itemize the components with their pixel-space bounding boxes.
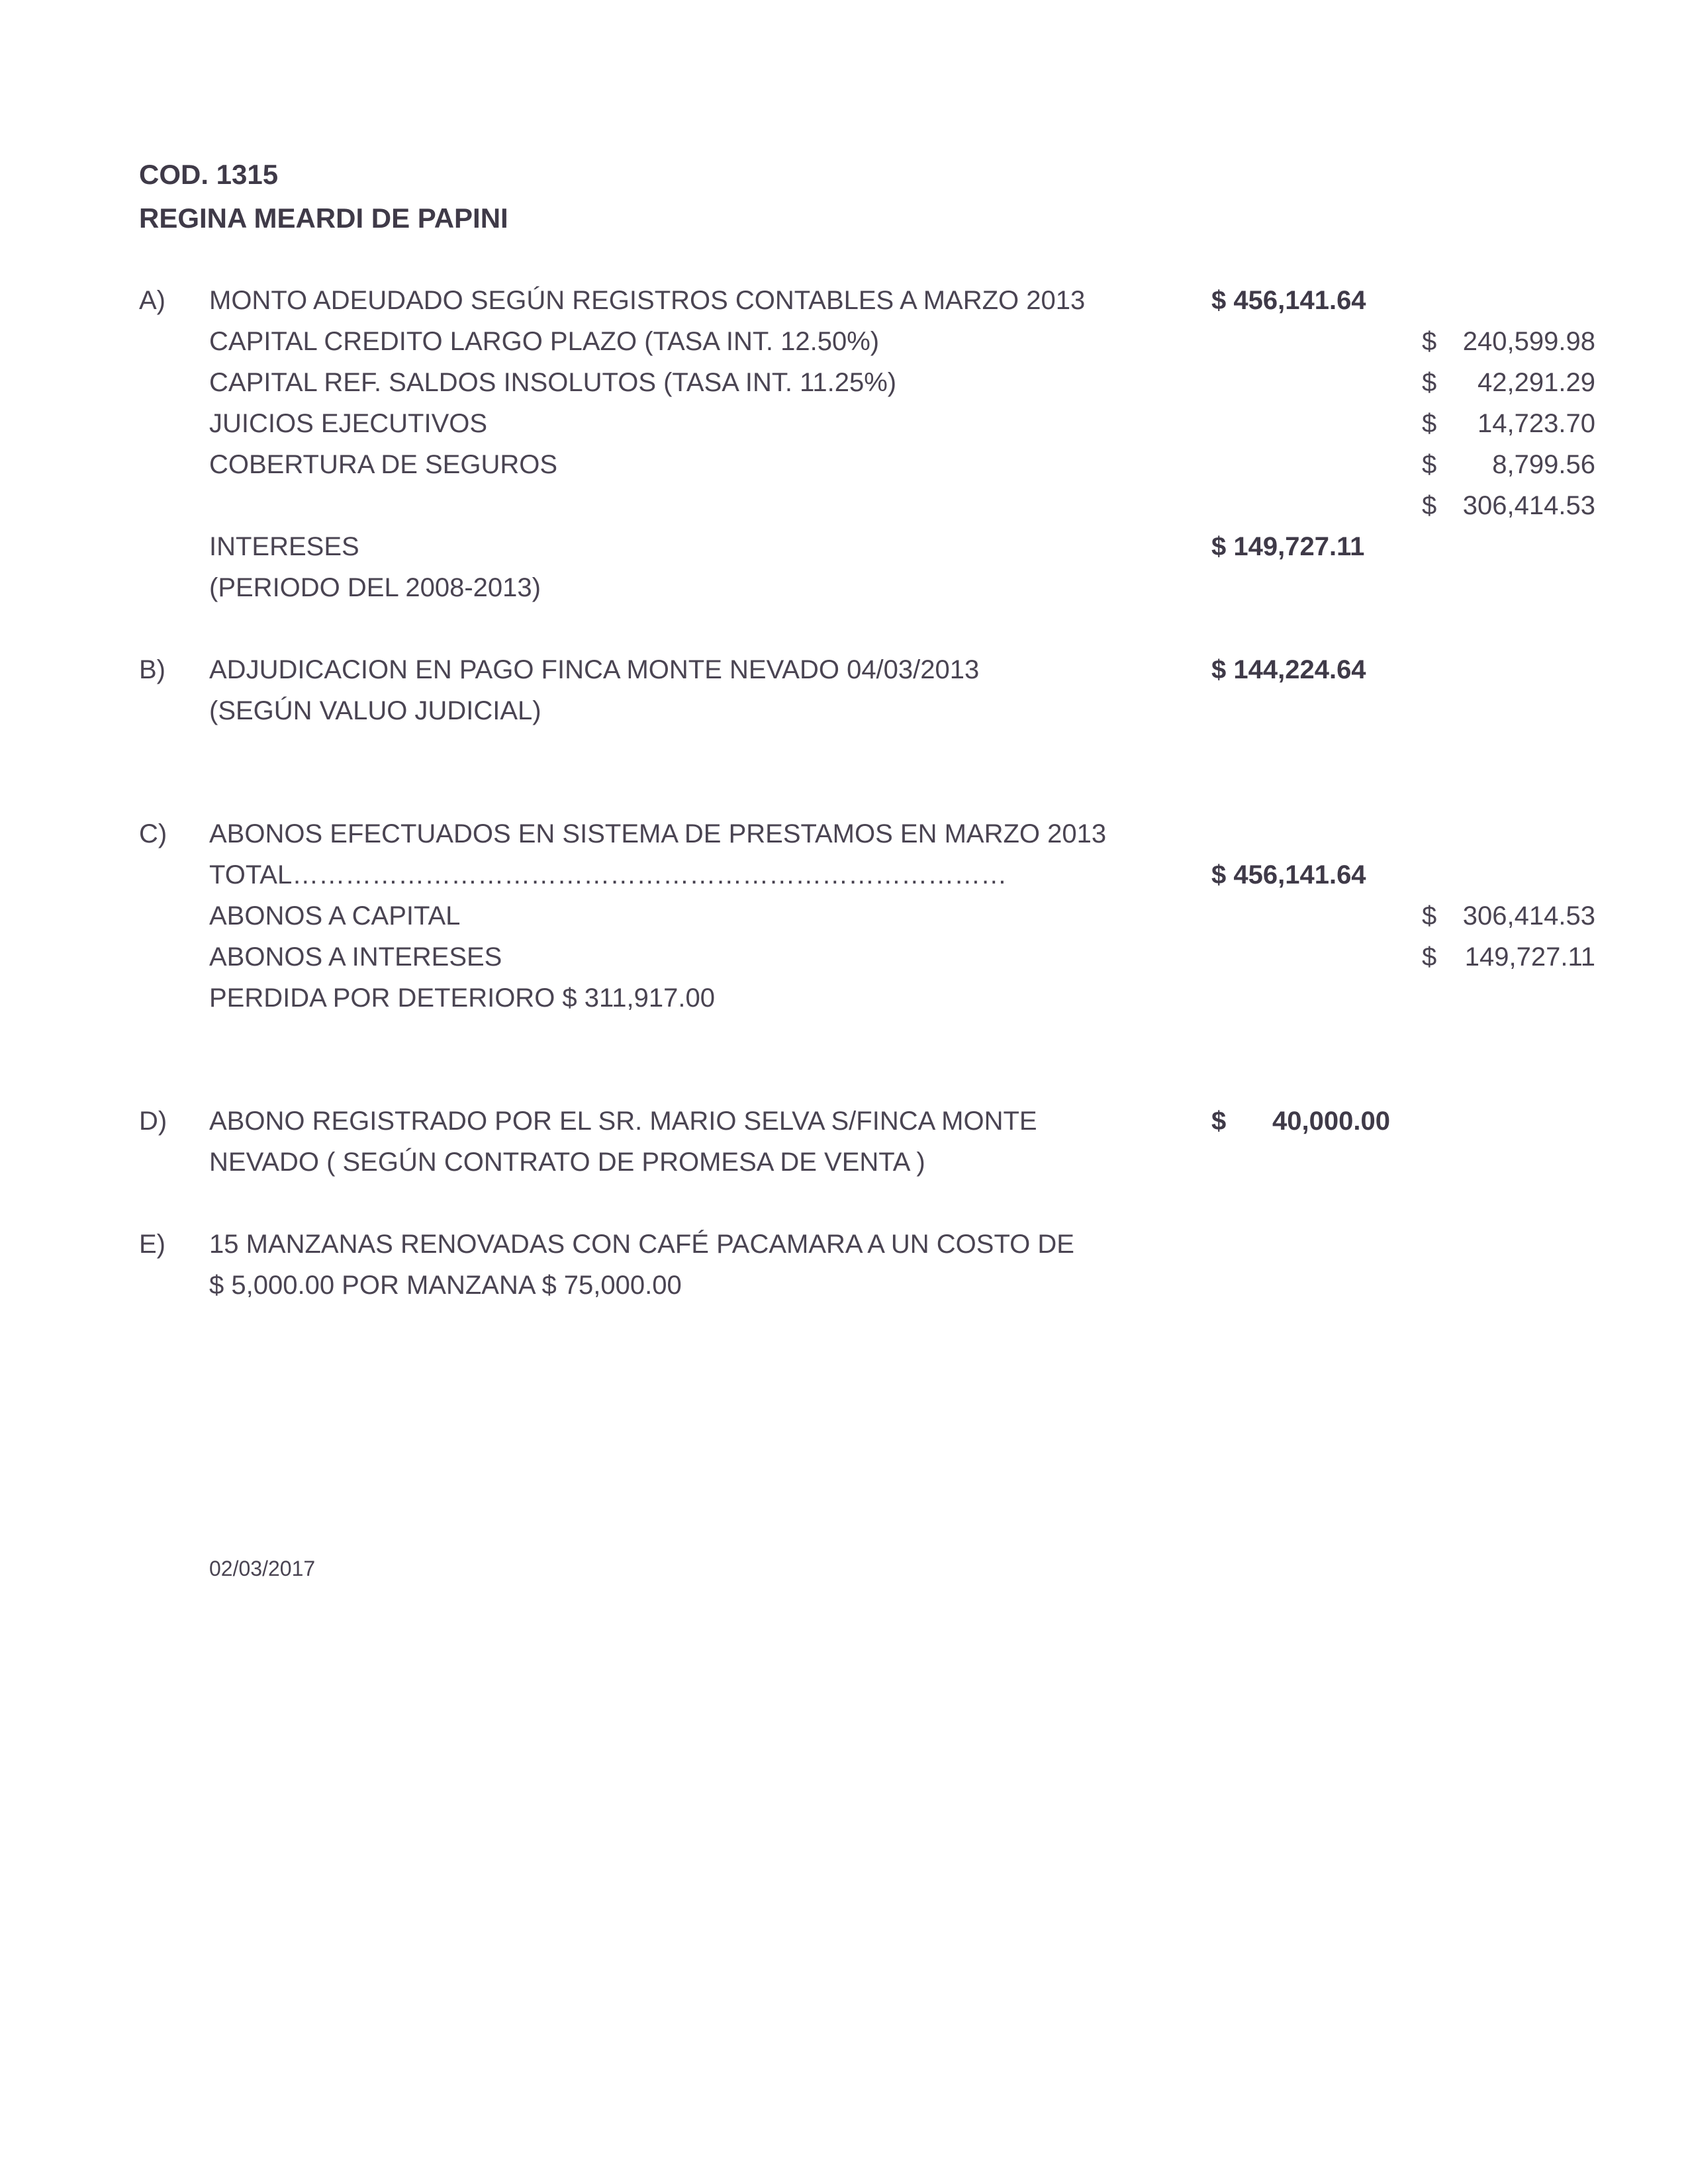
interest-period: (PERIODO DEL 2008-2013) bbox=[209, 573, 541, 602]
section-a-subtotal bbox=[1422, 491, 1595, 521]
section-e-line-2: $ 5,000.00 POR MANZANA $ 75,000.00 bbox=[209, 1271, 682, 1300]
interest-label: INTERESES bbox=[209, 532, 359, 561]
section-c-line-amount bbox=[1422, 901, 1595, 931]
section-c-line-label: ABONOS A CAPITAL bbox=[209, 901, 461, 931]
document-date: 02/03/2017 bbox=[209, 1557, 316, 1580]
section-a-line-value: 8,799.56 bbox=[1492, 450, 1595, 479]
section-a-line-label: COBERTURA DE SEGUROS bbox=[209, 450, 558, 479]
section-c-total-label: TOTAL……………………………………………………………………… bbox=[209, 860, 1008, 889]
currency-symbol: $ bbox=[1422, 942, 1437, 972]
client-name: REGINA MEARDI DE PAPINI bbox=[139, 203, 508, 234]
section-a-line-label: CAPITAL REF. SALDOS INSOLUTOS (TASA INT. 11.25%) bbox=[209, 368, 897, 397]
section-e-letter: E) bbox=[139, 1230, 165, 1259]
section-a-subtotal-value: 306,414.53 bbox=[1462, 491, 1595, 520]
currency-symbol: $ bbox=[1422, 450, 1437, 479]
section-d-amount bbox=[1211, 1107, 1390, 1136]
section-e-line-1: 15 MANZANAS RENOVADAS CON CAFÉ PACAMARA A UN COSTO DE bbox=[209, 1230, 1074, 1259]
account-code: COD. 1315 bbox=[139, 159, 279, 190]
section-a-letter: A) bbox=[139, 286, 165, 315]
section-c-letter: C) bbox=[139, 819, 167, 848]
currency-symbol: $ bbox=[1422, 327, 1437, 356]
section-b-letter: B) bbox=[139, 655, 165, 684]
section-a-line-amount bbox=[1422, 327, 1595, 357]
interest-amount: $ 149,727.11 bbox=[1211, 532, 1365, 561]
section-a-title: MONTO ADEUDADO SEGÚN REGISTROS CONTABLES A MARZO 2013 bbox=[209, 286, 1086, 315]
section-a-line-amount bbox=[1422, 368, 1595, 398]
section-a-line-label: JUICIOS EJECUTIVOS bbox=[209, 409, 488, 438]
section-a-line-value: 240,599.98 bbox=[1462, 327, 1595, 356]
section-c-line-value: 306,414.53 bbox=[1462, 901, 1595, 931]
section-c-line-amount bbox=[1422, 942, 1595, 972]
currency-symbol: $ bbox=[1422, 368, 1437, 397]
currency-symbol: $ bbox=[1422, 491, 1437, 520]
currency-symbol: $ bbox=[1422, 901, 1437, 931]
section-c-line-label: ABONOS A INTERESES bbox=[209, 942, 502, 972]
section-d-amount-value: 40,000.00 bbox=[1272, 1107, 1390, 1136]
section-a-amount: $ 456,141.64 bbox=[1211, 286, 1366, 315]
section-d-line-2: NEVADO ( SEGÚN CONTRATO DE PROMESA DE VENTA ) bbox=[209, 1148, 925, 1177]
section-c-title: ABONOS EFECTUADOS EN SISTEMA DE PRESTAMOS EN MARZO 2013 bbox=[209, 819, 1107, 848]
section-a-line-label: CAPITAL CREDITO LARGO PLAZO (TASA INT. 12.50%) bbox=[209, 327, 880, 356]
currency-symbol: $ bbox=[1211, 1107, 1227, 1136]
impairment-loss: PERDIDA POR DETERIORO $ 311,917.00 bbox=[209, 983, 716, 1013]
section-c-total-amount: $ 456,141.64 bbox=[1211, 860, 1366, 889]
section-d-letter: D) bbox=[139, 1107, 167, 1136]
section-b-note: (SEGÚN VALUO JUDICIAL) bbox=[209, 696, 541, 725]
currency-symbol: $ bbox=[1422, 409, 1437, 438]
section-b-title: ADJUDICACION EN PAGO FINCA MONTE NEVADO 04/03/2013 bbox=[209, 655, 980, 684]
section-b-amount: $ 144,224.64 bbox=[1211, 655, 1366, 684]
section-d-line-1: ABONO REGISTRADO POR EL SR. MARIO SELVA S/FINCA MONTE bbox=[209, 1107, 1037, 1136]
section-a-line-value: 42,291.29 bbox=[1477, 368, 1595, 397]
section-a-line-value: 14,723.70 bbox=[1477, 409, 1595, 438]
section-c-line-value: 149,727.11 bbox=[1464, 942, 1595, 972]
section-a-line-amount bbox=[1422, 409, 1595, 439]
section-a-line-amount bbox=[1422, 450, 1595, 480]
